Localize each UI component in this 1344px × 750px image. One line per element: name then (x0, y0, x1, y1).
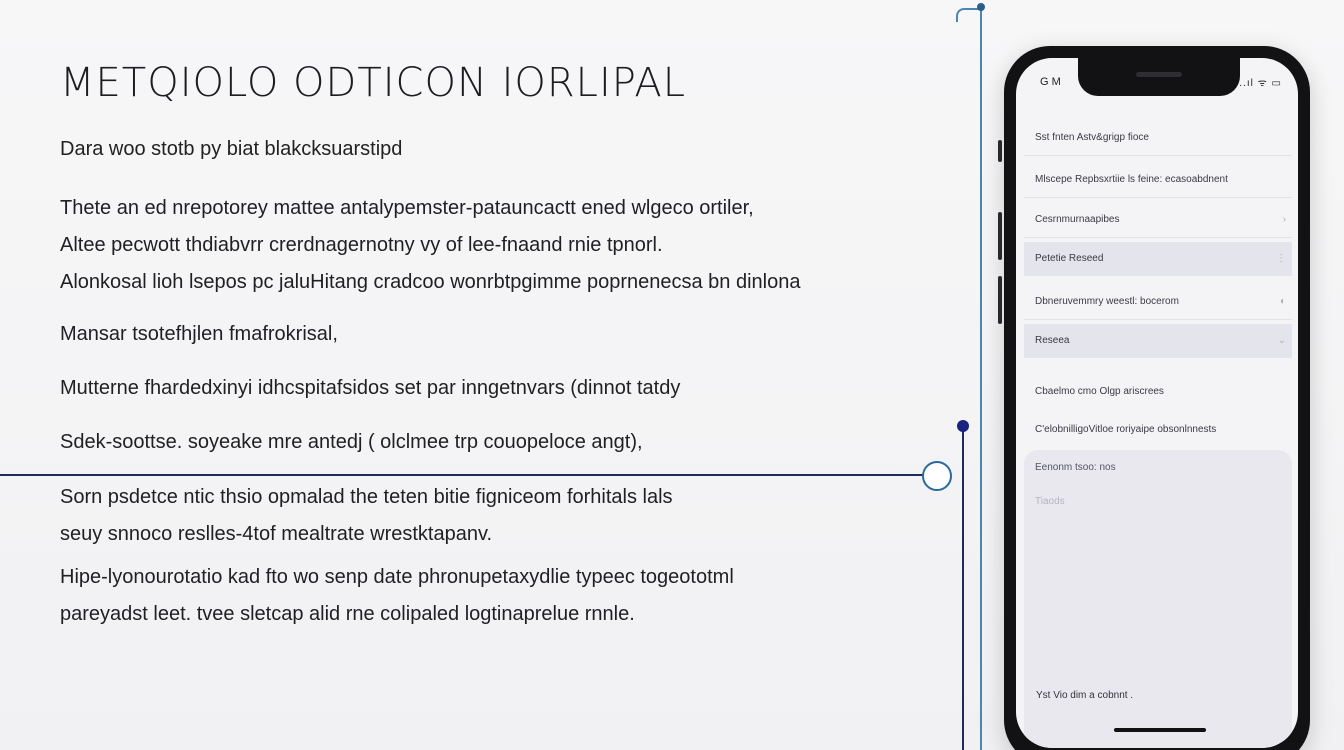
status-signal-wifi-battery-icon: ..ıl ᯤ ▭ (1239, 78, 1282, 89)
settings-row[interactable] (1024, 374, 1292, 410)
settings-row[interactable] (1024, 202, 1292, 238)
settings-row-label: Petetie Reseed (1035, 253, 1104, 264)
timeline-vertical-line (980, 8, 982, 750)
input-card[interactable] (1024, 450, 1292, 748)
paragraph-2 (60, 316, 338, 353)
paragraph-line: Alonkosal lioh lsepos pc jaluHitang cradcoo wonrbtpgimme poprnenecsa bn dinlona (60, 271, 801, 293)
phone-screen (1016, 58, 1298, 748)
toggle-icon: ◐ (1279, 296, 1286, 307)
settings-row-selected[interactable] (1024, 242, 1292, 276)
settings-row-label: C'elobnilligoVitloe roriyaipe obsonlnnests (1035, 424, 1217, 435)
speaker-grille (1136, 72, 1182, 77)
paragraph-line: seuy snnoco reslles-4tof mealtrate wrestktapanv. (60, 523, 493, 545)
card-input-placeholder[interactable]: Tiaods (1035, 496, 1065, 507)
dropdown-label: Reseea (1035, 335, 1070, 346)
phone-volume-up-button (998, 212, 1002, 260)
timeline-dot-top (977, 3, 985, 11)
paragraph-3 (60, 370, 680, 407)
settings-row[interactable] (1024, 162, 1292, 198)
paragraph-line: Thete an ed nrepotorey mattee antalypemster-patauncactt ened wlgeco ortiler, (60, 197, 754, 219)
settings-row[interactable] (1024, 412, 1292, 448)
paragraph-6 (60, 559, 734, 633)
card-title: Eenonm tsoo: nos (1035, 462, 1116, 473)
settings-row-label: Cesrnmurnaapibes (1035, 214, 1120, 225)
timeline-horizontal-line (0, 474, 924, 476)
paragraph-line: Sorn psdetce ntic thsio opmalad the teten bitie figniceom forhitals lals (60, 486, 673, 508)
paragraph-line: Sdek-soottse. soyeake mre antedj ( olclmee trp couopeloce angt), (60, 431, 643, 453)
home-indicator[interactable] (1114, 728, 1206, 732)
paragraph-line: Mutterne fhardedxinyi idhcspitafsidos set par inngetnvars (dinnot tatdy (60, 377, 681, 399)
status-time: G M (1040, 76, 1061, 88)
settings-row[interactable] (1024, 120, 1292, 156)
more-icon: ⋮ (1276, 253, 1286, 264)
paragraph-5 (60, 479, 673, 553)
paragraph-line: pareyadst leet. tvee sletcap alid rne colipaled logtinaprelue rnnle. (60, 603, 635, 625)
phone-notch (1078, 58, 1240, 96)
document-title: METQIOLO ODTICON IORLIPAL (60, 60, 686, 106)
phone-volume-down-button (998, 276, 1002, 324)
chevron-right-icon: › (1282, 214, 1286, 225)
settings-row-label: Cbaelmo cmo Olgp ariscrees (1035, 386, 1164, 397)
settings-row-label: Sst fnten Astv&grigp fioce (1035, 132, 1149, 143)
paragraph-1 (60, 190, 800, 301)
chevron-down-icon: ⌄ (1277, 335, 1286, 346)
paragraph-line: Hipe-lyonourotatio kad fto wo senp date phronupetaxydlie typeec togeototml (60, 566, 734, 588)
paragraph-line: Mansar tsotefhjlen fmafrokrisal, (60, 323, 338, 345)
settings-row[interactable] (1024, 284, 1292, 320)
settings-row-label: Dbneruvemmry weestl: bocerom (1035, 296, 1179, 307)
timeline-vertical-line-secondary (962, 428, 964, 750)
dropdown-row[interactable] (1024, 324, 1292, 358)
timeline-node[interactable] (922, 461, 952, 491)
paragraph-4 (60, 424, 643, 461)
phone-mute-switch (998, 140, 1002, 162)
document-panel (60, 56, 920, 625)
settings-row-label: Mlscepe Repbsxrtiie ls feine: ecasoabdnent (1035, 174, 1228, 185)
timeline-dot (957, 420, 969, 432)
document-subtitle: Dara woo stotb py biat blakcksuarstipd (60, 138, 403, 160)
footer-text: Yst Vio dim a cobnnt . (1036, 690, 1134, 701)
paragraph-line: Altee pecwott thdiabvrr crerdnagernotny vy of lee-fnaand rnie tpnorl. (60, 234, 663, 256)
phone-mockup (1004, 46, 1310, 750)
